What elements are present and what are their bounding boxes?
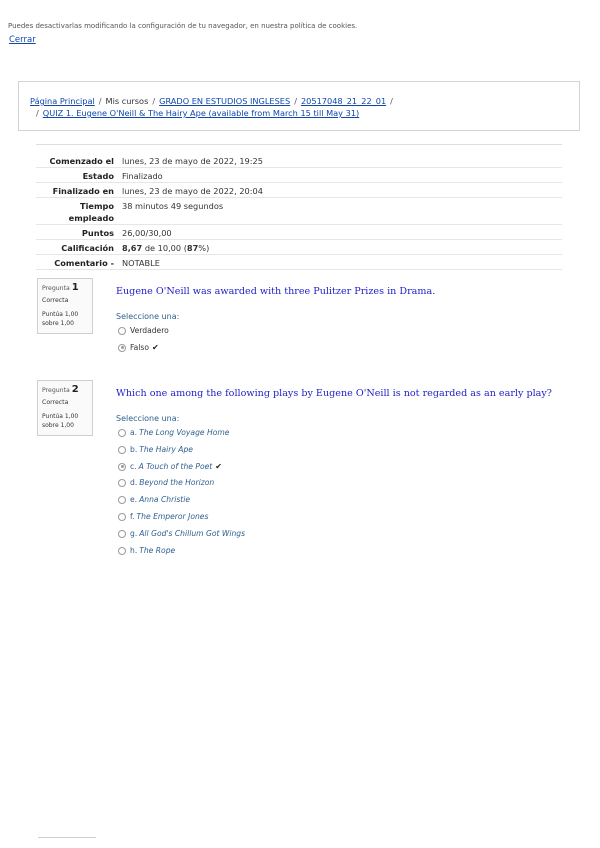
radio-icon[interactable] [118,463,126,471]
question-label: Pregunta [42,387,70,394]
summary-label: Puntos [81,228,114,238]
question-state: Correcta [42,399,69,406]
answer-option[interactable] [118,445,193,454]
check-icon: ✔ [152,343,159,352]
question-grade-line: Puntúa 1,00 [42,311,79,318]
question-state: Correcta [42,297,69,304]
summary-row [36,225,562,240]
answer-option-selected[interactable] [118,343,159,352]
grade-out-of: de 10,00 ( [144,243,187,253]
summary-label: Calificación [61,243,114,253]
option-text: Verdadero [130,326,169,335]
option-letter: a. [130,428,138,437]
attempt-summary-table [36,144,562,270]
breadcrumb-separator: / [390,96,393,106]
option-text: All God's Chillum Got Wings [139,529,246,538]
check-icon: ✔ [215,462,222,471]
question-text-1: Eugene O'Neill was awarded with three Pulitzer Prizes in Drama. [116,286,436,297]
question-number-value: 2 [71,384,79,395]
option-text: Anna Christie [139,495,191,504]
option-letter: e. [130,495,138,504]
summary-label: Estado [82,171,114,181]
option-letter: d. [130,478,138,487]
question-number [42,282,88,293]
radio-icon[interactable] [118,446,126,454]
radio-icon[interactable] [118,479,126,487]
question-grade-line: sobre 1,00 [42,422,74,429]
question-info-2 [37,380,93,436]
option-text: The Long Voyage Home [139,428,230,437]
summary-value: NOTABLE [122,258,160,268]
grade-percent: 87 [186,243,199,253]
answer-option[interactable] [118,326,169,335]
question-number [42,384,88,395]
answer-prompt-2: Seleccione una: [116,414,180,423]
breadcrumb-separator: / [152,96,156,106]
option-letter: f. [130,512,135,521]
summary-row-comment [36,255,562,270]
option-text: The Emperor Jones [136,512,209,521]
summary-label: Finalizado en [52,186,114,196]
radio-icon[interactable] [118,530,126,538]
radio-icon[interactable] [118,547,126,555]
option-text: The Rope [139,546,176,555]
summary-label: Comenzado el [49,156,114,166]
answer-option[interactable] [118,428,229,437]
breadcrumb-separator: / [294,96,297,106]
radio-icon[interactable] [118,344,126,352]
radio-icon[interactable] [118,496,126,504]
summary-row-grade [36,240,562,255]
breadcrumb-quiz-link[interactable]: QUIZ 1. Eugene O'Neill & The Hairy Ape (available from March 15 till May 31) [42,108,360,118]
question-grade [42,310,88,328]
breadcrumb-home-link[interactable]: Página Principal [30,96,95,106]
close-cookie-link[interactable]: Cerrar [9,35,36,45]
radio-icon[interactable] [118,327,126,335]
breadcrumb [18,81,580,131]
option-letter: g. [130,529,138,538]
cookie-notice-text: Puedes desactivarlas modificando la configuración de tu navegador, en nuestra política de cookies. [8,22,358,30]
summary-value: 38 minutos 49 segundos [122,201,224,211]
summary-value: lunes, 23 de mayo de 2022, 20:04 [122,186,263,196]
question-number-value: 1 [71,282,79,293]
option-text: The Hairy Ape [139,445,193,454]
page-bottom-divider [38,837,96,838]
radio-icon[interactable] [118,429,126,437]
breadcrumb-separator: / [98,96,102,106]
answer-option[interactable] [118,529,245,538]
answer-option[interactable] [118,512,208,521]
question-text-2: Which one among the following plays by Eugene O'Neill is not regarded as an early play? [116,388,552,399]
question-grade [42,412,88,430]
breadcrumb-degree-link[interactable]: GRADO EN ESTUDIOS INGLESES [159,96,291,106]
answer-option-selected[interactable] [118,462,222,471]
breadcrumb-separator: / [36,108,39,118]
summary-value: lunes, 23 de mayo de 2022, 19:25 [122,156,263,166]
grade-score: 8,67 [122,243,143,253]
option-text: Beyond the Horizon [139,478,215,487]
breadcrumb-course-link[interactable]: 20517048_21_22_01 [300,96,387,106]
option-text: Falso [130,343,150,352]
summary-row [36,168,562,183]
answer-option[interactable] [118,546,175,555]
summary-value: 26,00/30,00 [122,228,172,238]
question-info-1 [37,278,93,334]
summary-label: Tiempo empleado [68,201,114,223]
question-grade-line: Puntúa 1,00 [42,413,79,420]
question-label: Pregunta [42,285,70,292]
grade-value [114,240,209,254]
grade-percent-close: %) [198,243,210,253]
answer-option[interactable] [118,478,214,487]
question-grade-line: sobre 1,00 [42,320,74,327]
summary-row [36,153,562,168]
summary-row [36,183,562,198]
option-letter: b. [130,445,138,454]
option-letter: c. [130,462,137,471]
answer-option[interactable] [118,495,190,504]
summary-value: Finalizado [122,171,163,181]
summary-label: Comentario - [54,258,114,268]
breadcrumb-my-courses: Mis cursos [105,96,149,106]
summary-row [36,198,562,225]
radio-icon[interactable] [118,513,126,521]
option-text: A Touch of the Poet [138,462,213,471]
answer-prompt-1: Seleccione una: [116,312,180,321]
option-letter: h. [130,546,138,555]
